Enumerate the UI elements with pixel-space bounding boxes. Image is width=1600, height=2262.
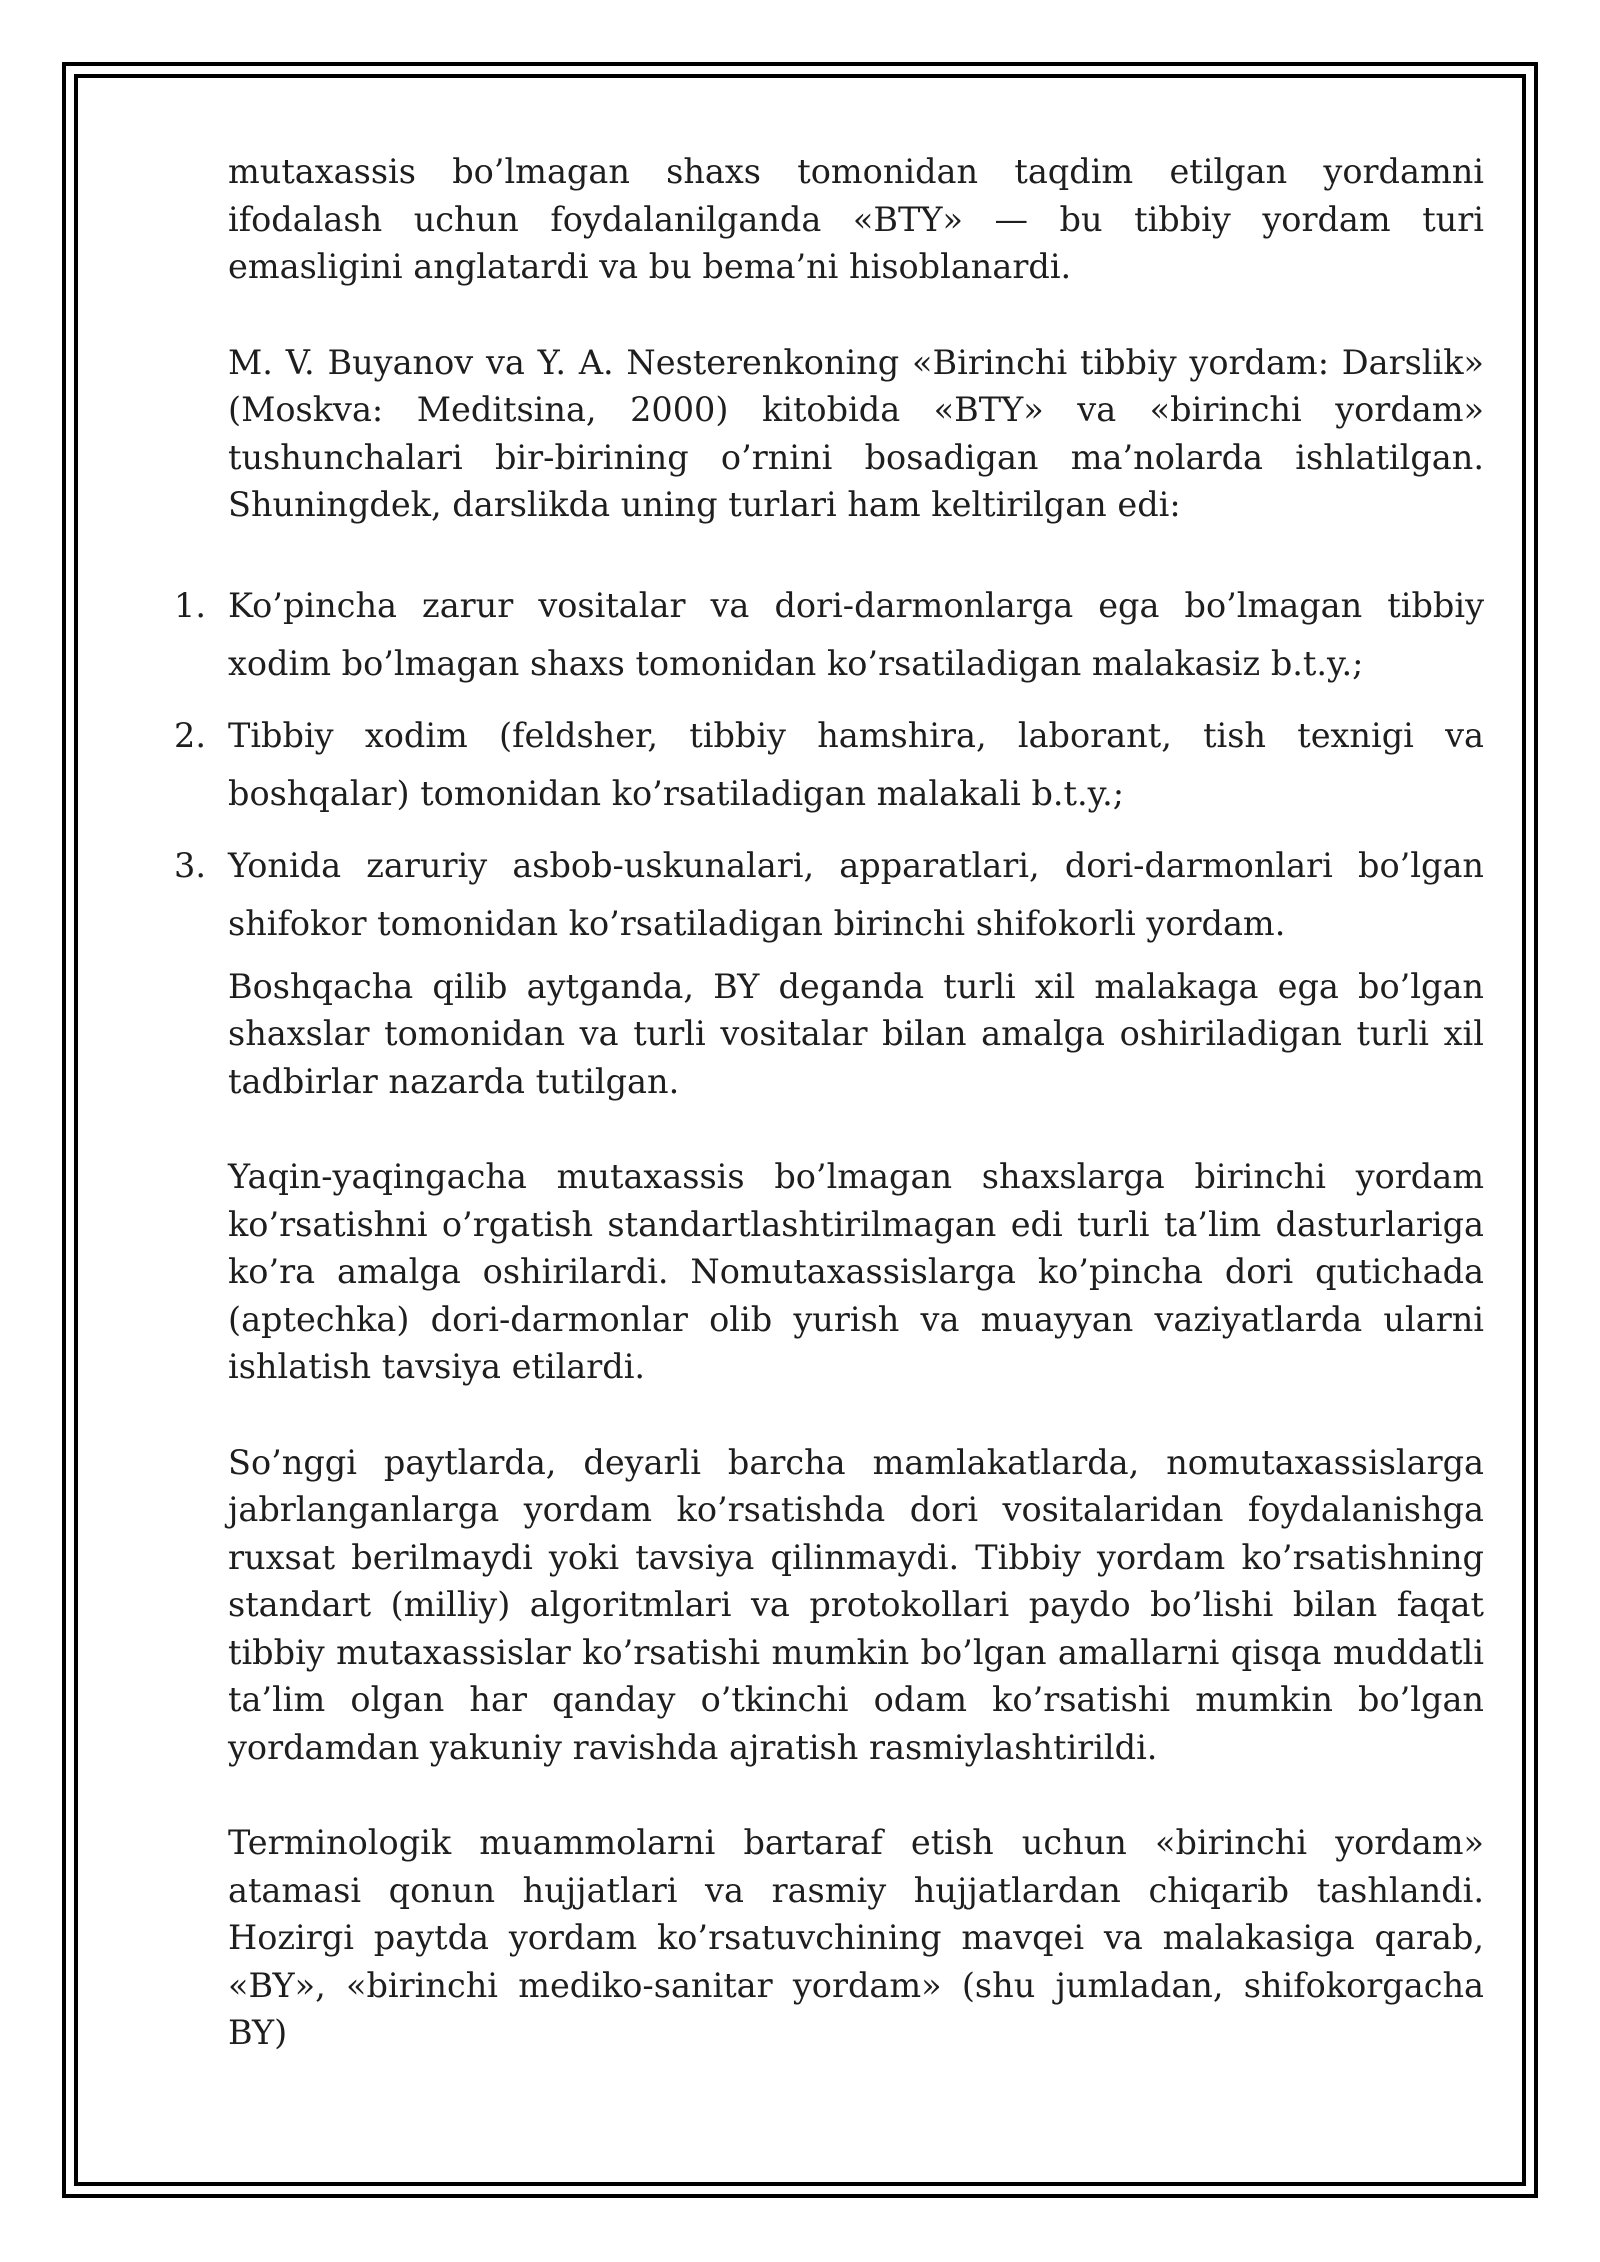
- list-item-text: Tibbiy xodim (feldsher, tibbiy hamshira, laborant, tish texnigi va boshqalar) tomonidan ko’rsatiladigan malakali b.t.y.;: [228, 715, 1484, 813]
- types-list: [174, 577, 1484, 953]
- paragraph-2: M. V. Buyanov va Y. A. Nesterenkoning «Birinchi tibbiy yordam: Darslik» (Moskva: Meditsina, 2000) kitobida «BTY» va «birinchi yordam» tushunchalari bir-birining o’rnini bosadigan ma’nolarda ishlatilgan. Shuningdek, darslikda uning turlari ham keltirilgan edi:: [228, 342, 1484, 524]
- paragraph-4: Yaqin-yaqingacha mutaxassis bo’lmagan shaxslarga birinchi yordam ko’rsatishni o’rgatish standartlashtirilmagan edi turli ta’lim dasturlariga ko’ra amalga oshirilardi. Nomutaxassislarga ko’pincha dori qutichada (aptechka) dori-darmonlar olib yurish va muayyan vaziyatlarda ularni ishlatish tavsiya etilardi.: [228, 1157, 1484, 1386]
- paragraph-6: Terminologik muammolarni bartaraf etish uchun «birinchi yordam» atamasi qonun hujjatlari va rasmiy hujjatlardan chiqarib tashlandi. Hozirgi paytda yordam ko’rsatuvchining mavqei va malakasiga qarab, «BY», «birinchi mediko-sanitar yordam» (shu jumladan, shifokorgacha BY): [228, 1823, 1484, 2052]
- paragraph-5: So’nggi paytlarda, deyarli barcha mamlakatlarda, nomutaxassislarga jabrlanganlarga yordam ko’rsatishda dori vositalaridan foydalanishga ruxsat berilmaydi yoki tavsiya qilinmaydi. Tibbiy yordam ko’rsatishning standart (milliy) algoritmlari va protokollari paydo bo’lishi bilan faqat tibbiy mutaxassislar ko’rsatishi mumkin bo’lgan amallarni qisqa muddatli ta’lim olgan har qanday o’tkinchi odam ko’rsatishi mumkin bo’lgan yordamdan yakuniy ravishda ajratish rasmiylashtirildi.: [228, 1442, 1484, 1767]
- paragraph-3: Boshqacha qilib aytganda, BY deganda turli xil malakaga ega bo’lgan shaxslar tomonidan va turli vositalar bilan amalga oshiriladigan turli xil tadbirlar nazarda tutilgan.: [228, 966, 1484, 1101]
- document-body: [174, 148, 1484, 2057]
- list-item: [174, 837, 1484, 953]
- list-item-number: 2.: [174, 715, 206, 755]
- list-item-number: 3.: [174, 845, 206, 885]
- list-item-text: Ko’pincha zarur vositalar va dori-darmonlarga ega bo’lmagan tibbiy xodim bo’lmagan shaxs tomonidan ko’rsatiladigan malakasiz b.t.y.;: [228, 585, 1484, 683]
- list-item-number: 1.: [174, 585, 206, 625]
- list-item: [174, 577, 1484, 693]
- list-item: [174, 707, 1484, 823]
- paragraph-1: mutaxassis bo’lmagan shaxs tomonidan taqdim etilgan yordamni ifodalash uchun foydalanilganda «BTY» — bu tibbiy yordam turi emasligini anglatardi va bu bema’ni hisoblanardi.: [228, 152, 1484, 286]
- list-item-text: Yonida zaruriy asbob-uskunalari, apparatlari, dori-darmonlari bo’lgan shifokor tomonidan ko’rsatiladigan birinchi shifokorli yordam.: [228, 845, 1484, 943]
